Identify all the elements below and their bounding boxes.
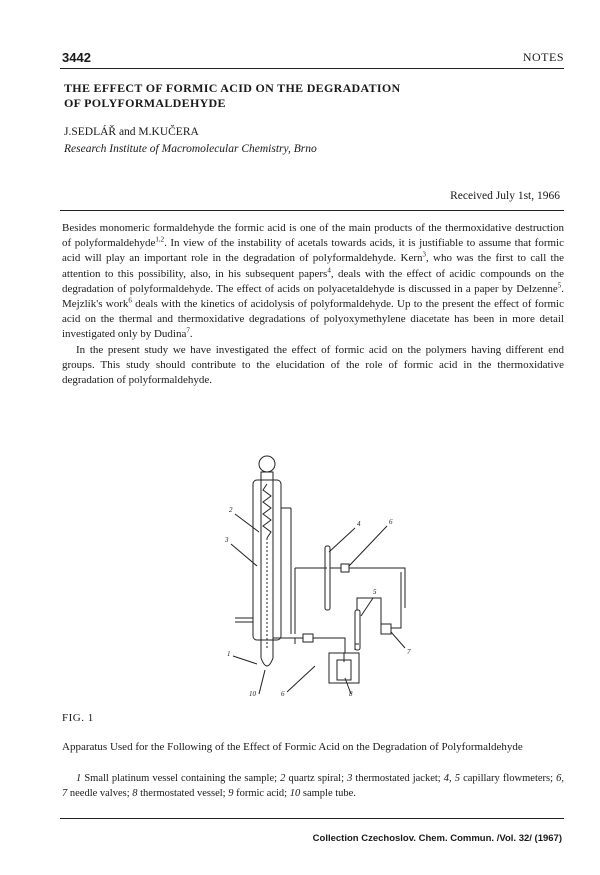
citation: 7 <box>186 326 190 335</box>
sample-tube <box>261 658 273 666</box>
quartz-spiral <box>263 484 271 538</box>
legend-num: 1 <box>76 773 82 784</box>
citation: 4 <box>327 265 331 274</box>
footer-rule <box>60 818 564 819</box>
citation: 6 <box>128 296 132 305</box>
callout-2: 2 <box>229 506 233 514</box>
legend-num: 4, 5 <box>443 773 460 784</box>
paragraph-2: In the present study we have investigated the effect of formic acid on the polymers having different end groups. This study should contribute to the elucidation of the role of formic acid in the thermoxidative degradation of polyformaldehyde. <box>62 343 564 387</box>
callout-6: 6 <box>281 690 285 698</box>
apparatus-diagram <box>195 448 435 698</box>
legend-num: 6, 7 <box>62 773 564 799</box>
figure-legend: 1 Small platinum vessel containing the sample; 2 quartz spiral; 3 thermostated jacket; 4, 5 capillary flowmeters; 6, 7 needle valves; 8 thermostated vessel; 9 formic acid; 10 sample tube. <box>62 773 564 799</box>
body-text <box>62 221 564 388</box>
affiliation: Research Institute of Macromolecular Chemistry, Brno <box>64 143 317 155</box>
needle-valve-7 <box>381 624 391 634</box>
callout-5: 5 <box>373 588 377 596</box>
header-rule <box>60 68 564 69</box>
citation: 1,2 <box>155 235 165 244</box>
legend-num: 3 <box>347 773 353 784</box>
page-number: 3442 <box>62 50 91 65</box>
received-date: Received July 1st, 1966 <box>450 190 560 202</box>
stopper-bulb <box>259 456 275 472</box>
needle-valve-6 <box>303 634 313 642</box>
legend-num: 9 <box>228 788 234 799</box>
figure-title: Apparatus Used for the Following of the Effect of Formic Acid on the Degradation of Polyformaldehyde <box>62 741 523 753</box>
body-rule <box>60 210 564 211</box>
callout-6a: 6 <box>389 518 393 526</box>
callout-1: 1 <box>227 650 231 658</box>
flowmeter-4 <box>325 546 330 610</box>
callout-8: 8 <box>349 690 353 698</box>
legend-num: 10 <box>289 788 301 799</box>
figure-label: FIG. 1 <box>62 712 94 724</box>
title-line-2: OF POLYFORMALDEHYDE <box>64 96 226 110</box>
callout-4: 4 <box>357 520 361 528</box>
callout-7: 7 <box>407 648 411 656</box>
article-title <box>64 81 534 111</box>
citation: 5 <box>557 281 562 290</box>
authors: J.SEDLÁŘ and M.KUČERA <box>64 126 199 138</box>
section-heading: NOTES <box>522 50 564 64</box>
journal-citation: Collection Czechoslov. Chem. Commun. /Vol. 32/ (1967) <box>312 833 562 844</box>
callout-10: 10 <box>249 690 256 698</box>
legend-num: 2 <box>280 773 286 784</box>
paragraph-1: Besides monomeric formaldehyde the formic acid is one of the main products of the thermoxidative destruction of polyformaldehyde$^{1,2}$. In view of the instability of acetals towards acids, it is justifiable to assume that formic acid will play an important role in the degradation of polyformaldehyde. Kern$^3$, who was the first to call the attention to this possibility, also, in his subsequent papers$^4$, deals with the effect of acidic compounds on the degradation of polyformaldehyde. The effect of acids on polyacetaldehyde is discussed in a paper by Delzenne$^5$. Mejzlík's work$^6$ deals with the kinetics of acidolysis of polyformaldehyde. Up to the present the effect of formic acid on the thermal and thermoxidative degradations of polyoxymethylene diacetate has been in more detail investigated only by Dudina$^7$. <box>62 222 564 341</box>
title-line-1: THE EFFECT OF FORMIC ACID ON THE DEGRADATION <box>64 81 401 95</box>
citation: 3 <box>422 250 426 259</box>
callout-3: 3 <box>225 536 229 544</box>
legend-num: 8 <box>132 788 138 799</box>
